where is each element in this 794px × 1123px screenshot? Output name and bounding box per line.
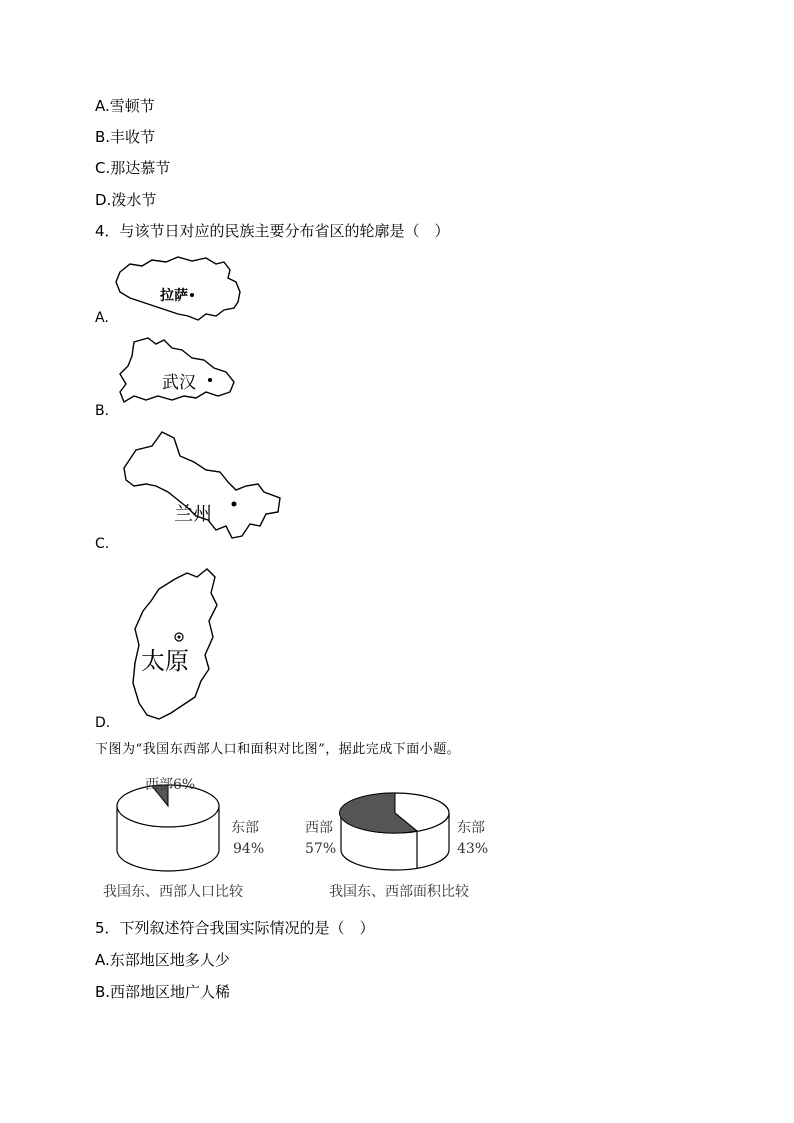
q4-question: 4．与该节日对应的民族主要分布省区的轮廓是（ ） — [95, 222, 450, 240]
shanxi-city-label: 太原 — [141, 647, 189, 675]
q3-option-a: A.雪顿节 — [95, 97, 155, 115]
population-pie-chart — [103, 777, 264, 900]
population-east-name: 东部 — [231, 820, 259, 836]
area-caption: 我国东、西部面积比较 — [329, 884, 469, 900]
q4-option-a-label: A. — [95, 310, 109, 326]
population-caption: 我国东、西部人口比较 — [103, 884, 243, 900]
population-east-pct: 94% — [233, 841, 265, 857]
gansu-city-label: 兰州 — [174, 503, 213, 525]
q5-option-b: B.西部地区地广人稀 — [95, 983, 231, 1001]
figure-intro: 下图为“我国东西部人口和面积对比图”，据此完成下面小题。 — [95, 742, 461, 757]
q5-option-a: A.东部地区地多人少 — [95, 951, 230, 969]
area-west-name: 西部 — [305, 820, 333, 836]
area-east-pct: 43% — [457, 841, 489, 857]
east-west-comparison-figure — [95, 770, 505, 905]
q4-option-d-label: D. — [95, 715, 111, 731]
q5-question: 5．下列叙述符合我国实际情况的是（ ） — [95, 919, 375, 937]
area-east-name: 东部 — [457, 820, 485, 836]
q4-option-b-label: B. — [95, 403, 110, 419]
hubei-city-label: 武汉 — [162, 373, 196, 393]
q3-option-d: D.泼水节 — [95, 191, 157, 209]
q3-option-b: B.丰收节 — [95, 128, 156, 146]
area-west-pct: 57% — [305, 841, 337, 857]
area-pie-chart — [305, 793, 488, 900]
q4-option-c-label: C. — [95, 536, 110, 552]
tibet-city-label: 拉萨 — [160, 288, 188, 304]
tibet-map — [112, 252, 247, 324]
gansu-map — [118, 428, 288, 546]
hubei-map — [114, 334, 244, 414]
population-west-label: 西部6% — [145, 777, 196, 793]
shanxi-map — [125, 565, 225, 725]
q3-option-c: C.那达慕节 — [95, 159, 171, 177]
